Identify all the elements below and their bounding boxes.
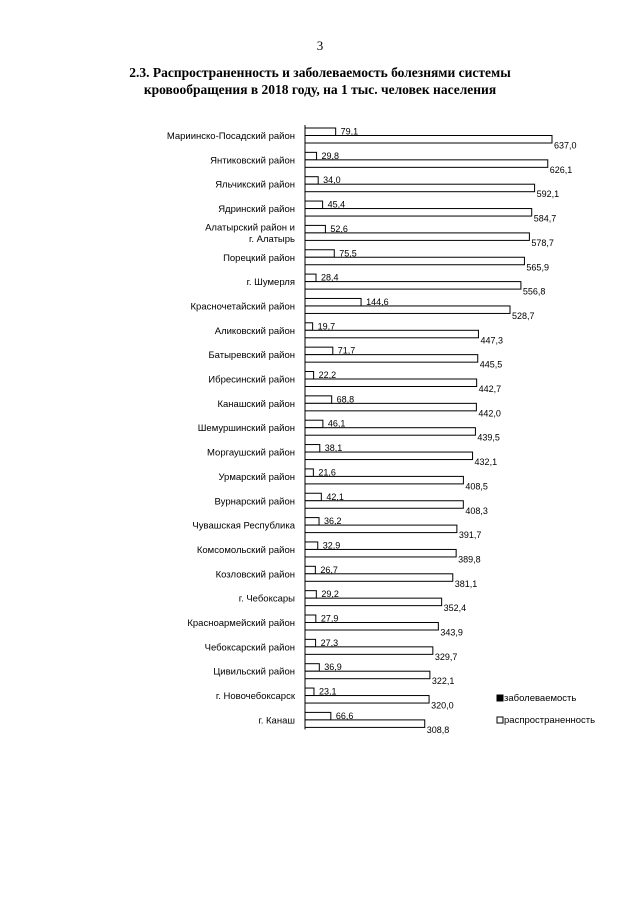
value-label-incidence: 42,1 <box>326 491 344 502</box>
page-number: 3 <box>316 38 324 53</box>
bar-incidence <box>305 639 316 647</box>
bar-prevalence <box>305 403 476 411</box>
bar-prevalence <box>305 720 425 728</box>
value-label-incidence: 29,2 <box>321 589 339 600</box>
value-label-prevalence: 447,3 <box>480 335 503 346</box>
value-label-prevalence: 556,8 <box>522 286 546 297</box>
bar-incidence <box>305 518 319 526</box>
bar-incidence <box>305 688 314 696</box>
legend-label-prevalence: распространенность <box>504 715 596 726</box>
value-label-prevalence: 442,0 <box>478 408 501 419</box>
value-label-incidence: 52,6 <box>330 223 348 234</box>
value-label-incidence: 46,1 <box>327 418 346 429</box>
value-label-incidence: 34,0 <box>323 175 341 186</box>
category-label: Чебоксарский район <box>204 642 295 654</box>
value-label-prevalence: 637,0 <box>554 140 577 151</box>
category-label: г. Алатырь <box>249 233 295 245</box>
bar-prevalence <box>305 501 463 509</box>
bar-prevalence <box>305 696 429 704</box>
bar-incidence <box>305 396 332 404</box>
bar-prevalence <box>305 282 521 290</box>
legend-swatch-incidence <box>497 695 503 701</box>
value-label-prevalence: 408,5 <box>465 481 488 492</box>
value-label-prevalence: 528,7 <box>512 310 535 321</box>
category-label: Вурнарский район <box>214 496 295 508</box>
bar-prevalence <box>305 184 535 192</box>
category-label: Красночетайский район <box>190 301 295 313</box>
category-label: Красноармейский район <box>187 618 295 629</box>
bar-prevalence <box>305 647 433 655</box>
value-label-prevalence: 381,1 <box>454 578 478 589</box>
category-label: г. Новочебоксарск <box>215 691 295 703</box>
bar-incidence <box>305 347 333 355</box>
category-label: г. Чебоксары <box>238 593 295 605</box>
bar-prevalence <box>305 330 478 338</box>
value-label-incidence: 27,3 <box>320 637 339 648</box>
bar-prevalence <box>305 428 475 436</box>
value-label-prevalence: 626,1 <box>549 164 573 175</box>
value-label-incidence: 45,4 <box>327 199 346 210</box>
bar-incidence <box>305 152 317 160</box>
bar-incidence <box>305 177 318 185</box>
value-label-prevalence: 408,3 <box>465 505 488 516</box>
category-label: Ибресинский район <box>208 374 295 386</box>
value-label-incidence: 29,8 <box>321 150 340 161</box>
bar-prevalence <box>305 209 532 217</box>
bar-prevalence <box>305 549 456 557</box>
category-label: Алатырский район и <box>205 222 295 234</box>
value-label-incidence: 26,7 <box>320 564 338 575</box>
value-label-prevalence: 439,5 <box>477 432 500 443</box>
category-label: Козловский район <box>215 569 295 581</box>
legend-label-incidence: заболеваемость <box>504 693 577 704</box>
bar-incidence <box>305 566 315 574</box>
bar-incidence <box>305 250 334 258</box>
bar-incidence <box>305 201 323 209</box>
value-label-incidence: 28,4 <box>321 272 339 283</box>
value-label-incidence: 21,6 <box>318 467 336 478</box>
category-label: Мариинско-Посадский район <box>166 131 295 142</box>
value-label-prevalence: 592,1 <box>536 189 560 200</box>
bar-prevalence <box>305 379 477 387</box>
category-label: Моргаушский район <box>207 447 295 459</box>
value-label-incidence: 23,1 <box>318 686 337 697</box>
value-label-incidence: 79,1 <box>340 126 359 137</box>
value-label-prevalence: 432,1 <box>474 457 498 468</box>
bar-incidence <box>305 372 314 380</box>
category-label: Яльчикский район <box>215 179 295 191</box>
title-line-1: 2.3. Распространенность и заболеваемость болезнями системы <box>129 65 511 80</box>
bar-prevalence <box>305 623 438 631</box>
bar-incidence <box>305 469 313 477</box>
value-label-incidence: 66,6 <box>335 710 354 721</box>
value-label-incidence: 75,5 <box>339 248 357 259</box>
value-label-incidence: 38,1 <box>324 443 343 454</box>
bar-incidence <box>305 225 325 233</box>
title-line-2: кровообращения в 2018 году, на 1 тыс. человек населения <box>143 82 497 97</box>
value-label-prevalence: 389,8 <box>458 554 481 565</box>
category-label: г. Шумерля <box>246 277 295 289</box>
value-label-incidence: 27,9 <box>320 613 339 624</box>
bar-incidence <box>305 445 320 453</box>
value-label-incidence: 71,7 <box>337 345 356 356</box>
value-label-incidence: 36,9 <box>324 662 342 673</box>
category-label: Порецкий район <box>223 252 295 264</box>
category-label: Урмарский район <box>218 471 295 483</box>
bar-incidence <box>305 542 318 550</box>
value-label-prevalence: 322,1 <box>431 676 455 687</box>
bar-prevalence <box>305 306 510 314</box>
legend-swatch-prevalence <box>497 717 503 723</box>
category-label: Цивильский район <box>213 666 295 678</box>
bar-incidence <box>305 493 321 501</box>
category-label: Батыревский район <box>208 350 295 362</box>
bar-prevalence <box>305 452 473 460</box>
bar-incidence <box>305 323 313 331</box>
bar-incidence <box>305 274 316 282</box>
bar-incidence <box>305 712 331 720</box>
bar-incidence <box>305 298 361 306</box>
bar-incidence <box>305 615 316 623</box>
value-label-prevalence: 578,7 <box>531 237 554 248</box>
value-label-prevalence: 308,8 <box>426 724 450 735</box>
category-label: г. Канаш <box>258 715 295 727</box>
category-label: Канашский район <box>217 398 295 410</box>
value-label-incidence: 144,6 <box>366 296 389 307</box>
value-label-incidence: 22,2 <box>318 370 337 380</box>
value-label-prevalence: 329,7 <box>434 651 458 662</box>
bar-prevalence <box>305 160 548 168</box>
value-label-prevalence: 343,9 <box>440 627 463 638</box>
bar-prevalence <box>305 525 457 533</box>
value-label-prevalence: 352,4 <box>443 603 467 614</box>
category-label: Чувашская Республика <box>192 520 295 532</box>
bar-prevalence <box>305 136 552 144</box>
value-label-prevalence: 391,7 <box>458 530 482 541</box>
value-label-prevalence: 442,7 <box>478 384 502 394</box>
bar-prevalence <box>305 598 442 606</box>
value-label-incidence: 68,8 <box>336 394 355 405</box>
bar-prevalence <box>305 355 478 363</box>
bar-prevalence <box>305 257 524 265</box>
value-label-incidence: 19,7 <box>317 321 336 332</box>
bar-incidence <box>305 128 336 136</box>
bar-prevalence <box>305 574 453 582</box>
category-label: Ядринский район <box>218 204 295 216</box>
bar-prevalence <box>305 233 529 241</box>
category-label: Комсомольский район <box>196 544 295 556</box>
bar-incidence <box>305 420 323 428</box>
bar-incidence <box>305 591 316 599</box>
value-label-prevalence: 445,5 <box>479 359 503 370</box>
value-label-incidence: 32,9 <box>322 540 341 551</box>
value-label-incidence: 36,2 <box>324 516 342 527</box>
category-label: Шемуршинский район <box>197 423 295 435</box>
bar-prevalence <box>305 671 430 679</box>
category-label: Аликовский район <box>214 325 295 337</box>
value-label-prevalence: 584,7 <box>533 213 557 224</box>
value-label-prevalence: 565,9 <box>526 262 549 273</box>
bar-prevalence <box>305 476 463 484</box>
value-label-prevalence: 320,0 <box>431 700 454 711</box>
category-label: Янтиковский район <box>210 155 295 167</box>
bar-incidence <box>305 664 319 672</box>
